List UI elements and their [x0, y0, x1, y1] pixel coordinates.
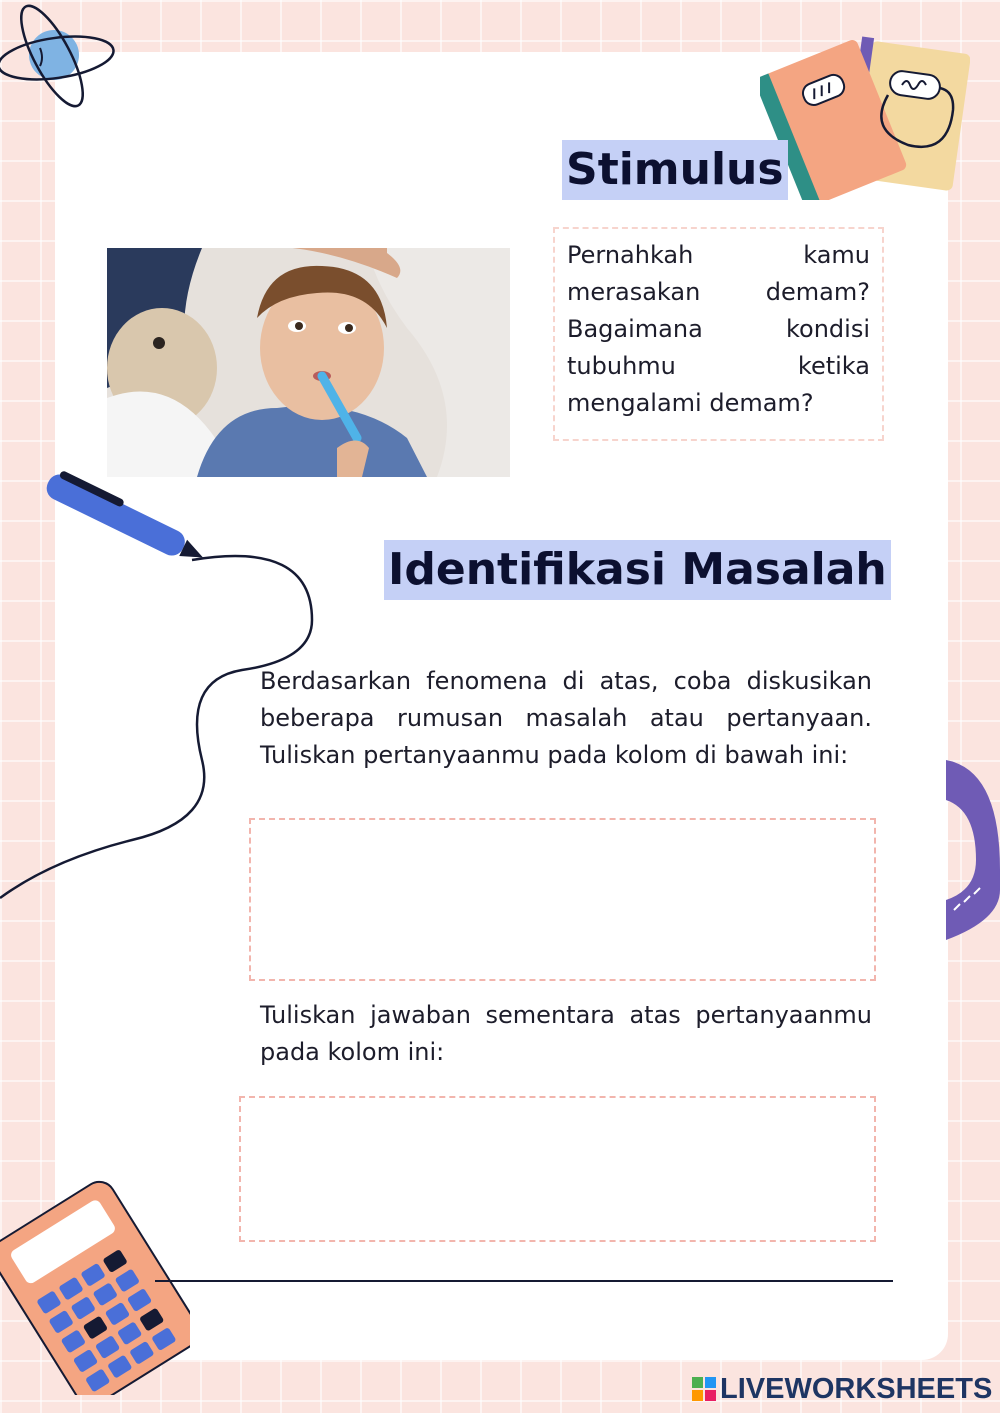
hypothesis-answer-box[interactable] — [239, 1096, 876, 1242]
brand-name: LIVEWORKSHEETS — [720, 1372, 993, 1405]
calculator-icon — [0, 1175, 190, 1395]
protractor-icon — [946, 760, 1000, 940]
divider — [155, 1280, 893, 1282]
stimulus-question-text: Pernahkah kamu merasakan demam? Bagaimana kondisi tubuhmu ketika mengalami demam? — [567, 241, 870, 417]
stimulus-question-box — [553, 227, 884, 441]
stimulus-title: Stimulus — [562, 140, 788, 200]
questions-answer-box[interactable] — [249, 818, 876, 981]
atom-icon — [0, 0, 120, 115]
instruction-questions: Berdasarkan fenomena di atas, coba diskusikan beberapa rumusan masalah atau pertanyaan. Tuliskan pertanyaanmu pada kolom di bawah ini: — [260, 667, 872, 769]
identification-title: Identifikasi Masalah — [384, 540, 891, 600]
stimulus-image — [107, 248, 510, 477]
liveworksheets-brand — [692, 1373, 992, 1405]
notebook-icon — [760, 25, 970, 200]
instruction-hypothesis: Tuliskan jawaban sementara atas pertanyaanmu pada kolom ini: — [260, 1001, 872, 1066]
liveworksheets-logo-icon — [692, 1377, 716, 1401]
